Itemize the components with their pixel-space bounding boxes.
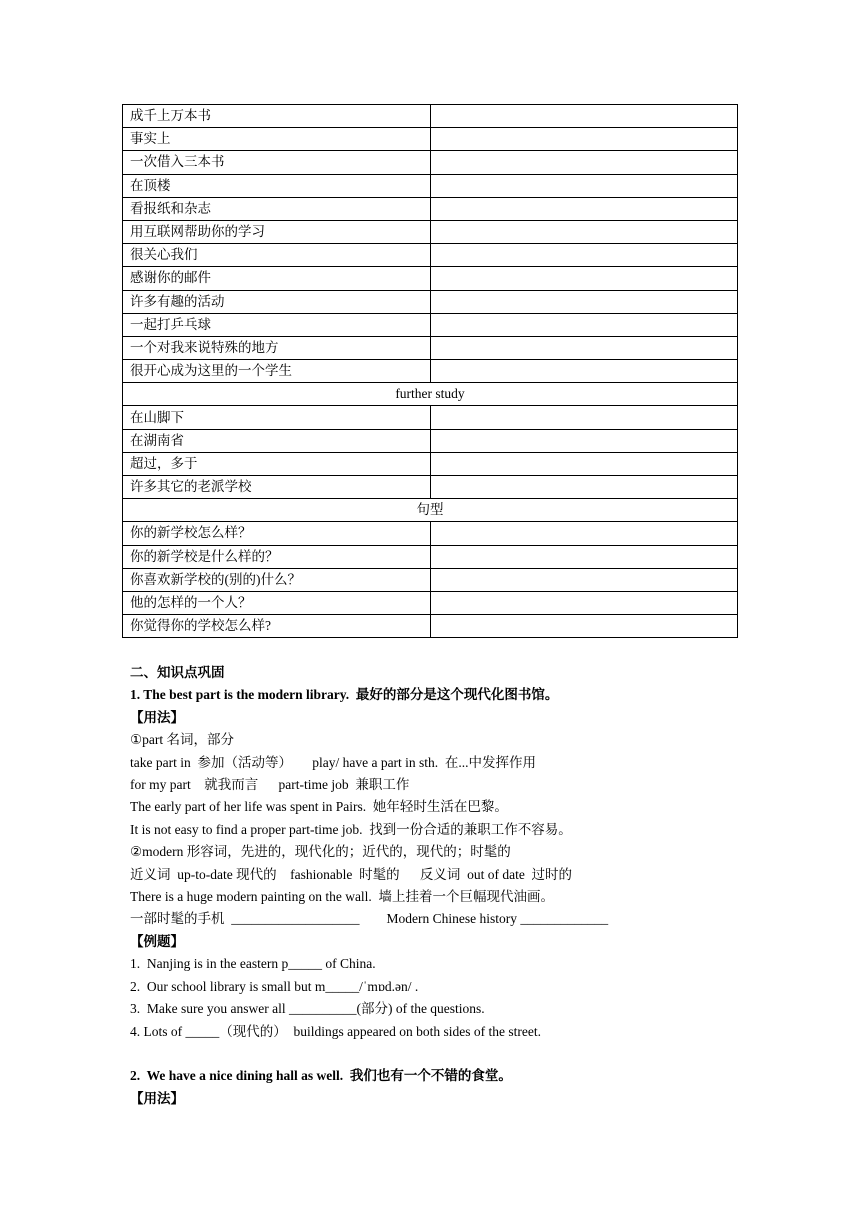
table-row: [123, 244, 738, 267]
example-item: 4. Lots of _____（现代的） buildings appeared on both sides of the street.: [130, 1023, 541, 1039]
usage-line: ②modern 形容词，先进的，现代化的；近代的，现代的；时髦的: [130, 844, 511, 860]
usage-line: There is a huge modern painting on the wall. 墙上挂着一个巨幅现代油画。: [130, 889, 555, 905]
usage-line: for my part 就我而言 part-time job 兼职工作: [130, 777, 410, 793]
table-row: [123, 476, 738, 499]
answer-blank-cell[interactable]: [431, 174, 738, 197]
table-row: [123, 568, 738, 591]
answer-blank-cell[interactable]: [431, 568, 738, 591]
table-row: [123, 522, 738, 545]
table-row: [123, 151, 738, 174]
chinese-phrase-cell: 在顶楼: [123, 174, 431, 197]
table-section-header: [123, 499, 738, 522]
usage-label: 【用法】: [130, 709, 184, 725]
table-row: [123, 290, 738, 313]
point2-title: 2. We have a nice dining hall as well. 我们也有一个不错的食堂。: [130, 1068, 512, 1084]
table-row: [123, 220, 738, 243]
example-item: 3. Make sure you answer all __________(部分) of the questions.: [130, 1001, 485, 1017]
answer-blank-cell[interactable]: [431, 360, 738, 383]
knowledge-notes: [130, 662, 750, 1110]
table-section-header: [123, 383, 738, 406]
answer-blank-cell[interactable]: [431, 128, 738, 151]
chinese-phrase-cell: 感谢你的邮件: [123, 267, 431, 290]
chinese-phrase-cell: 很关心我们: [123, 244, 431, 267]
table-row: [123, 128, 738, 151]
table-row: [123, 545, 738, 568]
table-row: [123, 336, 738, 359]
section-title: 二、知识点巩固: [130, 665, 225, 680]
chinese-phrase-cell: 你的新学校是什么样的？: [123, 545, 431, 568]
section-header-cell: further study: [123, 383, 738, 406]
example-item: 2. Our school library is small but m_____/ˈmɒd.ən/ .: [130, 978, 419, 994]
chinese-phrase-cell: 许多有趣的活动: [123, 290, 431, 313]
chinese-phrase-cell: 超过，多于: [123, 452, 431, 475]
answer-blank-cell[interactable]: [431, 522, 738, 545]
answer-blank-cell[interactable]: [431, 105, 738, 128]
chinese-phrase-cell: 很开心成为这里的一个学生: [123, 360, 431, 383]
table-row: [123, 591, 738, 614]
chinese-phrase-cell: 用互联网帮助你的学习: [123, 220, 431, 243]
point1-title: 1. The best part is the modern library. 最好的部分是这个现代化图书馆。: [130, 687, 559, 703]
usage-line: 近义词 up-to-date 现代的 fashionable 时髦的 反义词 out of date 过时的: [130, 866, 573, 882]
chinese-phrase-cell: 在湖南省: [123, 429, 431, 452]
answer-blank-cell[interactable]: [431, 197, 738, 220]
chinese-phrase-cell: 他的怎样的一个人？: [123, 591, 431, 614]
chinese-phrase-cell: 在山脚下: [123, 406, 431, 429]
usage-line: It is not easy to find a proper part-time job. 找到一份合适的兼职工作不容易。: [130, 821, 572, 837]
answer-blank-cell[interactable]: [431, 220, 738, 243]
table-row: [123, 197, 738, 220]
answer-blank-cell[interactable]: [431, 313, 738, 336]
answer-blank-cell[interactable]: [431, 267, 738, 290]
answer-blank-cell[interactable]: [431, 406, 738, 429]
table-row: [123, 174, 738, 197]
table-row: [123, 105, 738, 128]
chinese-phrase-cell: 看报纸和杂志: [123, 197, 431, 220]
usage-line: take part in 参加（活动等） play/ have a part in sth. 在...中发挥作用: [130, 754, 537, 770]
chinese-phrase-cell: 你的新学校怎么样？: [123, 522, 431, 545]
chinese-phrase-cell: 你觉得你的学校怎么样?: [123, 615, 431, 638]
chinese-phrase-cell: 成千上万本书: [123, 105, 431, 128]
chinese-phrase-cell: 许多其它的老派学校: [123, 476, 431, 499]
table-row: [123, 615, 738, 638]
vocabulary-table: [122, 104, 738, 638]
answer-blank-cell[interactable]: [431, 290, 738, 313]
usage-label: 【用法】: [130, 1090, 184, 1106]
chinese-phrase-cell: 一起打乒乓球: [123, 313, 431, 336]
answer-blank-cell[interactable]: [431, 429, 738, 452]
table-row: [123, 406, 738, 429]
answer-blank-cell[interactable]: [431, 336, 738, 359]
chinese-phrase-cell: 一次借入三本书: [123, 151, 431, 174]
table-row: [123, 452, 738, 475]
chinese-phrase-cell: 一个对我来说特殊的地方: [123, 336, 431, 359]
chinese-phrase-cell: 事实上: [123, 128, 431, 151]
spacer: [130, 1043, 750, 1065]
example-item: 1. Nanjing is in the eastern p_____ of China.: [130, 956, 376, 972]
usage-line: The early part of her life was spent in Pairs. 她年轻时生活在巴黎。: [130, 799, 508, 815]
section-header-cell: 句型: [123, 499, 738, 522]
usage-line: 一部时髦的手机 ___________________ Modern Chinese history _____________: [130, 911, 609, 927]
answer-blank-cell[interactable]: [431, 591, 738, 614]
answer-blank-cell[interactable]: [431, 545, 738, 568]
vocabulary-table-body: [123, 105, 738, 638]
usage-line: ①part 名词，部分: [130, 732, 234, 748]
answer-blank-cell[interactable]: [431, 476, 738, 499]
chinese-phrase-cell: 你喜欢新学校的(别的)什么？: [123, 568, 431, 591]
answer-blank-cell[interactable]: [431, 615, 738, 638]
table-row: [123, 429, 738, 452]
answer-blank-cell[interactable]: [431, 244, 738, 267]
example-label: 【例题】: [130, 933, 184, 949]
table-row: [123, 360, 738, 383]
answer-blank-cell[interactable]: [431, 151, 738, 174]
answer-blank-cell[interactable]: [431, 452, 738, 475]
table-row: [123, 267, 738, 290]
table-row: [123, 313, 738, 336]
